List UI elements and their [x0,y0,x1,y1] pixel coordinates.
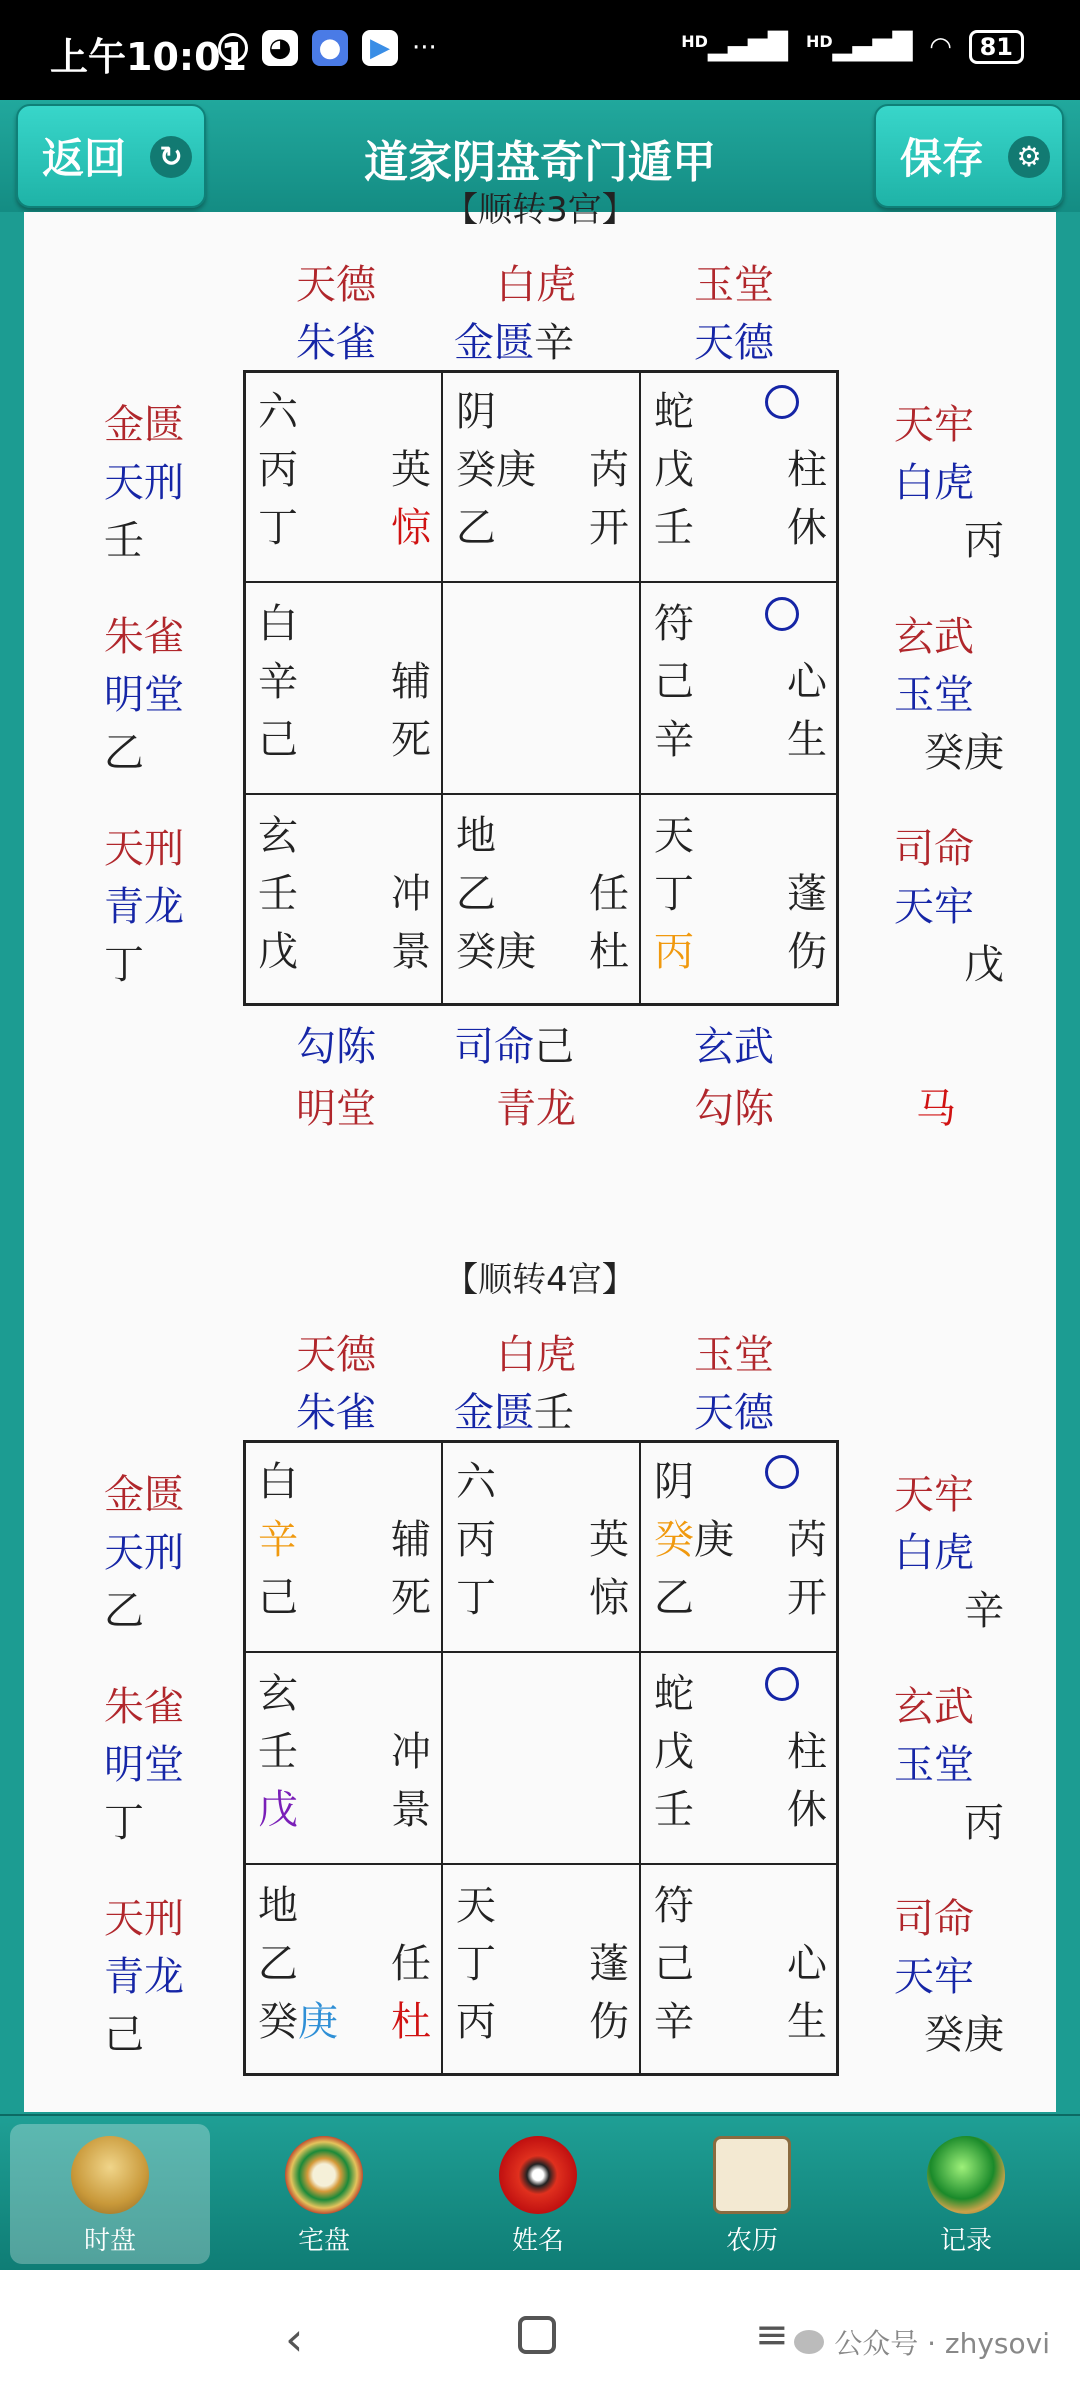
circle-icon [765,1667,799,1701]
nav-item-3[interactable] [652,2124,852,2264]
palace-row [258,865,431,923]
palace-row [456,1877,629,1935]
right-side-item: 白虎 [894,460,974,506]
palace-cell[interactable] [246,797,443,1007]
right-side-item: 天牢 [894,1472,974,1518]
palace-row [654,499,827,557]
palace-left: 丁 [654,871,694,917]
palace-row [258,441,431,499]
bottom-deity-red: 青龙 [496,1086,576,1132]
right-side-item: 天牢 [894,884,974,930]
palace-left: 阴 [456,389,496,435]
palace-left: 地 [456,813,496,859]
palace-row [654,1453,827,1511]
palace-left: 癸庚 [654,1517,734,1563]
palace-row [258,1935,431,1993]
system-nav-bar [0,2270,1080,2400]
bottom-deity-blue [454,1018,574,1076]
top-deity-red: 天德 [296,1332,376,1378]
bottom-deity-blue-label: 司命 [454,1024,534,1070]
palace-right: 开 [787,1575,827,1621]
palace-row [258,595,431,653]
right-side-group [894,1678,1004,1852]
left-side-group [104,820,184,994]
signal-icon-1: $^{HD}$▂▄▆█ [681,32,788,62]
top-deity-blue-label: 天德 [694,320,774,366]
nav-item-0[interactable] [10,2124,210,2264]
section-title: 【顺转4宫】 [444,1260,636,1300]
palace-cell[interactable] [642,1867,839,2077]
wifi-icon: ◠ [930,32,951,62]
bottom-deity-blue [296,1018,376,1076]
palace-cell[interactable] [642,1443,839,1653]
palace-right: 心 [787,1941,827,1987]
palace-row [654,383,827,441]
palace-row [258,1569,431,1627]
palace-right: 景 [391,929,431,975]
top-stem: 壬 [534,1390,574,1436]
palace-left: 壬 [654,505,694,551]
palace-left: 癸庚 [258,1999,338,2045]
palace-row [258,923,431,981]
palace-left: 蛇 [654,1671,694,1717]
palace-row [654,1877,827,1935]
palace-right: 任 [589,871,629,917]
wechat-icon [794,2330,824,2354]
top-deity-blue [296,314,376,372]
palace-row [258,1723,431,1781]
top-deity-red: 玉堂 [694,1332,774,1378]
bottom-deity-blue-label: 勾陈 [296,1024,376,1070]
record-icon [927,2136,1005,2214]
nav-item-4[interactable] [866,2124,1066,2264]
palace-right: 芮 [589,447,629,493]
left-side-group [104,1678,184,1852]
palace-cell[interactable] [444,373,641,583]
section-title: 【顺转3宫】 [444,190,636,230]
nav-item-2[interactable] [438,2124,638,2264]
left-side-item: 丁 [104,942,144,988]
nav-label: 时盘 [83,2226,136,2256]
right-side-group [894,1890,1004,2064]
palace-right: 休 [787,505,827,551]
palace-left: 白 [258,601,298,647]
nav-item-1[interactable] [224,2124,424,2264]
palace-right: 柱 [787,447,827,493]
right-side-item: 丙 [964,1800,1004,1846]
palace-right: 芮 [787,1517,827,1563]
top-deity-red: 白虎 [496,1332,576,1378]
right-side-item: 辛 [964,1588,1004,1634]
palace-row [456,595,629,653]
top-deity-blue-label: 朱雀 [296,1390,376,1436]
palace-row [258,1665,431,1723]
top-deity-blue-label: 金匮 [454,1390,534,1436]
more-icon: ··· [412,33,437,63]
palace-row [456,1723,629,1781]
bottom-nav [0,2114,1080,2270]
palace-cell[interactable] [444,1443,641,1653]
palace-grid [243,370,839,1006]
palace-row [456,711,629,769]
palace-right: 任 [391,1941,431,1987]
palace-cell[interactable] [642,373,839,583]
left-side-item: 天刑 [104,1896,184,1942]
palace-right: 英 [391,447,431,493]
palace-left: 丙 [456,1517,496,1563]
shipan-icon [71,2136,149,2214]
palace-left: 蛇 [654,389,694,435]
palace-row [456,1453,629,1511]
palace-right: 辅 [391,659,431,705]
palace-right: 死 [391,717,431,763]
right-side-item: 天牢 [894,1954,974,2000]
palace-row [654,441,827,499]
qq-icon: ◕ [262,30,298,66]
palace-left: 丙 [654,929,694,975]
palace-left: 丁 [456,1941,496,1987]
palace-cell[interactable] [642,1655,839,1865]
left-side-item: 天刑 [104,460,184,506]
right-side-item: 戊 [964,942,1004,988]
palace-left: 己 [654,1941,694,1987]
palace-row [456,1569,629,1627]
palace-right: 冲 [391,871,431,917]
palace-left: 符 [654,601,694,647]
calendar-icon [713,2136,791,2214]
palace-row [258,1993,431,2051]
palace-right: 惊 [589,1575,629,1621]
palace-cell[interactable] [444,585,641,795]
palace-left: 癸庚 [456,447,536,493]
top-deity-red: 玉堂 [694,262,774,308]
palace-left: 丁 [258,505,298,551]
circle-icon [765,597,799,631]
left-side-item: 明堂 [104,672,184,718]
palace-row [654,595,827,653]
palace-row [654,1511,827,1569]
palace-right: 柱 [787,1729,827,1775]
palace-left: 阴 [654,1459,694,1505]
palace-left: 戊 [654,1729,694,1775]
palace-row [456,383,629,441]
left-side-item: 朱雀 [104,1684,184,1730]
palace-cell[interactable] [246,373,443,583]
right-side-item: 司命 [894,1896,974,1942]
palace-left: 天 [654,813,694,859]
palace-row [456,923,629,981]
top-deity-red: 白虎 [496,262,576,308]
save-label: 保存 [900,134,985,183]
bottom-deity-red: 明堂 [296,1086,376,1132]
palace-left: 玄 [258,1671,298,1717]
home-nav-icon[interactable] [518,2316,556,2354]
palace-left: 白 [258,1459,298,1505]
taiji-icon [499,2136,577,2214]
battery-icon: 81 [969,30,1024,64]
palace-row [654,1993,827,2051]
watermark [794,2322,1050,2362]
palace-right: 冲 [391,1729,431,1775]
palace-left: 乙 [258,1941,298,1987]
luopan-icon [285,2136,363,2214]
play-icon: ▶ [362,30,398,66]
nav-label: 记录 [939,2226,992,2256]
palace-row [654,1665,827,1723]
palace-row [456,865,629,923]
right-side-item: 玉堂 [894,1742,974,1788]
palace-left: 六 [456,1459,496,1505]
top-deity-blue [454,314,574,372]
palace-row [456,1665,629,1723]
palace-cell[interactable] [642,585,839,795]
palace-left: 壬 [258,871,298,917]
status-time: 上午10:01 [50,35,247,79]
palace-row [258,807,431,865]
palace-cell[interactable] [444,1867,641,2077]
palace-left: 辛 [654,717,694,763]
palace-cell[interactable] [246,1867,443,2077]
left-side-item: 天刑 [104,1530,184,1576]
top-deity-red: 天德 [296,262,376,308]
palace-row [654,711,827,769]
top-deity-blue [454,1384,574,1442]
left-side-item: 壬 [104,518,144,564]
left-side-item: 金匮 [104,1472,184,1518]
palace-cell[interactable] [246,1655,443,1865]
left-side-item: 青龙 [104,884,184,930]
palace-row [258,383,431,441]
gear-icon: ⚙ [1008,136,1050,178]
left-side-item: 丁 [104,1800,144,1846]
arrow-right-icon: ↻ [150,136,192,178]
top-deity-blue [296,1384,376,1442]
back-label: 返回 [42,134,127,183]
left-side-group [104,1890,184,2064]
right-side-group [894,608,1004,782]
palace-row [456,1935,629,1993]
palace-row [654,807,827,865]
palace-right: 生 [787,717,827,763]
top-stem: 辛 [534,320,574,366]
palace-row [456,441,629,499]
nav-label: 农历 [725,2226,778,2256]
left-side-item: 乙 [104,1588,144,1634]
page-title: 道家阴盘奇门遁甲 [364,137,716,188]
palace-row [654,865,827,923]
right-side-item: 玄武 [894,614,974,660]
top-deity-blue-label: 天德 [694,1390,774,1436]
right-side-item: 玉堂 [894,672,974,718]
palace-row [258,1453,431,1511]
palace-row [654,923,827,981]
status-notification-icons [218,30,437,66]
palace-right: 景 [391,1787,431,1833]
app-window [0,100,1080,2270]
palace-cell[interactable] [444,797,641,1007]
palace-cell[interactable] [642,797,839,1007]
palace-row [456,1993,629,2051]
palace-right: 蓬 [589,1941,629,1987]
palace-left: 丁 [456,1575,496,1621]
palace-left: 己 [258,1575,298,1621]
left-side-item: 明堂 [104,1742,184,1788]
palace-left: 丙 [258,447,298,493]
right-side-group [894,396,1004,570]
palace-left: 天 [456,1883,496,1929]
palace-right: 英 [589,1517,629,1563]
status-right [681,30,1024,64]
bottom-deity-blue [694,1018,774,1076]
palace-right: 生 [787,1999,827,2045]
horse-marker: 马 [916,1086,956,1132]
right-side-item: 玄武 [894,1684,974,1730]
palace-row [456,1511,629,1569]
palace-row [654,1723,827,1781]
palace-row [456,653,629,711]
palace-left: 戊 [258,929,298,975]
palace-row [258,499,431,557]
palace-left: 戊 [258,1787,298,1833]
palace-left: 乙 [456,871,496,917]
right-side-item: 司命 [894,826,974,872]
palace-row [456,1781,629,1839]
left-side-item: 天刑 [104,826,184,872]
menu-nav-icon[interactable]: ≡ [755,2312,789,2358]
palace-right: 辅 [391,1517,431,1563]
palace-row [258,1511,431,1569]
palace-right: 死 [391,1575,431,1621]
left-side-item: 朱雀 [104,614,184,660]
right-side-item: 天牢 [894,402,974,448]
palace-right: 心 [787,659,827,705]
palace-left: 乙 [654,1575,694,1621]
palace-cell[interactable] [246,1443,443,1653]
nav-label: 姓名 [511,2226,564,2256]
section1-panel [24,182,1056,1242]
palace-right: 惊 [391,505,431,551]
signal-icon-2: $^{HD}$▂▄▆█ [805,32,913,62]
palace-right: 伤 [589,1999,629,2045]
palace-right: 休 [787,1787,827,1833]
circle-icon [765,385,799,419]
palace-left: 癸庚 [456,929,536,975]
palace-row [654,1935,827,1993]
right-side-item: 白虎 [894,1530,974,1576]
palace-left: 辛 [654,1999,694,2045]
status-bar [0,0,1080,100]
palace-left: 壬 [258,1729,298,1775]
right-side-item: 丙 [964,518,1004,564]
bottom-deity-blue-label: 玄武 [694,1024,774,1070]
palace-row [456,499,629,557]
palace-left: 乙 [456,505,496,551]
palace-row [654,1569,827,1627]
palace-right: 伤 [787,929,827,975]
left-side-item: 青龙 [104,1954,184,2000]
left-side-item: 己 [104,2012,144,2058]
palace-left: 辛 [258,1517,298,1563]
palace-row [258,711,431,769]
bottom-deity-red: 勾陈 [694,1086,774,1132]
right-side-item: 癸庚 [924,2012,1004,2058]
left-side-group [104,608,184,782]
palace-left: 地 [258,1883,298,1929]
palace-row [654,1781,827,1839]
palace-left: 玄 [258,813,298,859]
palace-right: 蓬 [787,871,827,917]
right-side-item: 癸庚 [924,730,1004,776]
palace-left: 戊 [654,447,694,493]
left-side-group [104,396,184,570]
palace-row [654,653,827,711]
palace-row [258,1781,431,1839]
chart-content[interactable] [24,190,1056,2112]
palace-right: 杜 [589,929,629,975]
left-side-item: 金匮 [104,402,184,448]
palace-left: 符 [654,1883,694,1929]
right-side-group [894,1466,1004,1640]
app-icon: ● [312,30,348,66]
nav-label: 宅盘 [297,2226,350,2256]
watermark-text: 公众号 · zhysovi [834,2327,1050,2360]
palace-left: 己 [258,717,298,763]
bottom-stem: 己 [534,1024,574,1070]
palace-left: 辛 [258,659,298,705]
palace-row [258,653,431,711]
circle-icon [765,1455,799,1489]
palace-left: 六 [258,389,298,435]
top-deity-blue [694,1384,774,1442]
palace-left: 壬 [654,1787,694,1833]
left-side-item: 乙 [104,730,144,776]
palace-right: 杜 [391,1999,431,2045]
top-deity-blue-label: 金匮 [454,320,534,366]
palace-row [456,807,629,865]
palace-cell[interactable] [444,1655,641,1865]
palace-grid [243,1440,839,2076]
palace-left: 己 [654,659,694,705]
palace-row [258,1877,431,1935]
back-nav-icon[interactable]: ‹ [285,2312,304,2366]
top-deity-blue [694,314,774,372]
right-side-group [894,820,1004,994]
palace-cell[interactable] [246,585,443,795]
left-side-group [104,1466,184,1640]
palace-left: 丙 [456,1999,496,2045]
top-deity-blue-label: 朱雀 [296,320,376,366]
alarm-icon [218,33,248,63]
palace-right: 开 [589,505,629,551]
